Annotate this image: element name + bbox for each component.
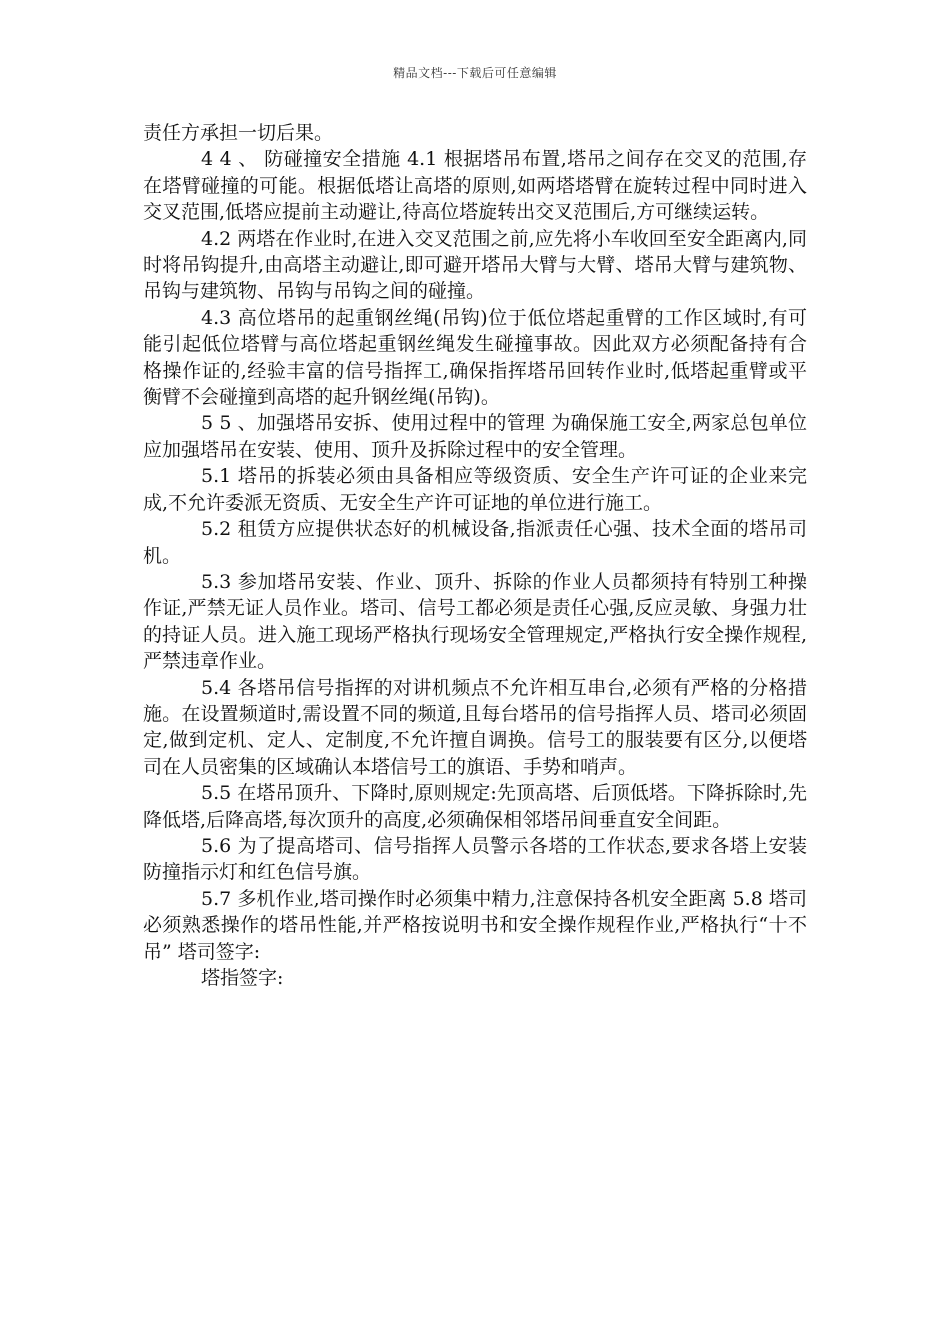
paragraph-5-2: 5.2 租赁方应提供状态好的机械设备,指派责任心强、技术全面的塔吊司机。 [143,518,807,567]
paragraph-5-5: 5.5 在塔吊顶升、下降时,原则规定:先顶高塔、后顶低塔。下降拆除时,先降低塔,后降高塔,每次顶升的高度,必须确保相邻塔吊间垂直安全间距。 [143,782,807,831]
paragraph-5-3: 5.3 参加塔吊安装、作业、顶升、拆除的作业人员都须持有特别工种操作证,严禁无证人员作业。塔司、信号工都必须是责任心强,反应灵敏、身强力壮的持证人员。进入施工现场严格执行现场安全管理规定,严格执行安全操作规程,严禁违章作业。 [143,570,807,673]
signature-line-tower-commander: 塔指签字: [201,967,284,989]
page-header: 精品文档---下载后可任意编辑 [393,66,557,80]
paragraph-5-7: 5.7 多机作业,塔司操作时必须集中精力,注意保持各机安全距离 5.8 塔司必须熟悉操作的塔吊性能,并严格按说明书和安全操作规程作业,严格执行“十不吊” 塔司签字: [143,887,807,963]
paragraph-section-5: 5 5 、加强塔吊安拆、使用过程中的管理 为确保施工安全,两家总包单位应加强塔吊在安装、使用、顶升及拆除过程中的安全管理。 [143,412,807,461]
paragraph-4-2: 4.2 两塔在作业时,在进入交叉范围之前,应先将小车收回至安全距离内,同时将吊钩提升,由高塔主动避让,即可避开塔吊大臂与大臂、塔吊大臂与建筑物、吊钩与建筑物、吊钩与吊钩之间的碰撞。 [143,227,807,303]
paragraph-continuation: 责任方承担一切后果。 [143,122,334,144]
paragraph-5-4: 5.4 各塔吊信号指挥的对讲机频点不允许相互串台,必须有严格的分格措施。在设置频道时,需设置不同的频道,且每台塔吊的信号指挥人员、塔司必须固定,做到定机、定人、定制度,不允许擅自调换。信号工的服装要有区分,以便塔司在人员密集的区域确认本塔信号工的旗语、手势和哨声。 [143,676,807,778]
paragraph-5-1: 5.1 塔吊的拆装必须由具备相应等级资质、安全生产许可证的企业来完成,不允许委派无资质、无安全生产许可证地的单位进行施工。 [143,465,807,514]
paragraph-4-3: 4.3 高位塔吊的起重钢丝绳(吊钩)位于低位塔起重臂的工作区域时,有可能引起低位塔臂与高位塔起重钢丝绳发生碰撞事故。因此双方必须配备持有合格操作证的,经验丰富的信号指挥工,确保指挥塔吊回转作业时,低塔起重臂或平衡臂不会碰撞到高塔的起升钢丝绳(吊钩)。 [143,306,807,409]
paragraph-5-6: 5.6 为了提高塔司、信号指挥人员警示各塔的工作状态,要求各塔上安装防撞指示灯和红色信号旗。 [143,834,807,884]
paragraph-section-4: 4 4 、 防碰撞安全措施 4.1 根据塔吊布置,塔吊之间存在交叉的范围,存在塔臂碰撞的可能。根据低塔让高塔的原则,如两塔塔臂在旋转过程中同时进入交叉范围,低塔应提前主动避让,待高位塔旋转出交叉范围后,方可继续运转。 [143,148,807,224]
document-body [143,120,807,991]
